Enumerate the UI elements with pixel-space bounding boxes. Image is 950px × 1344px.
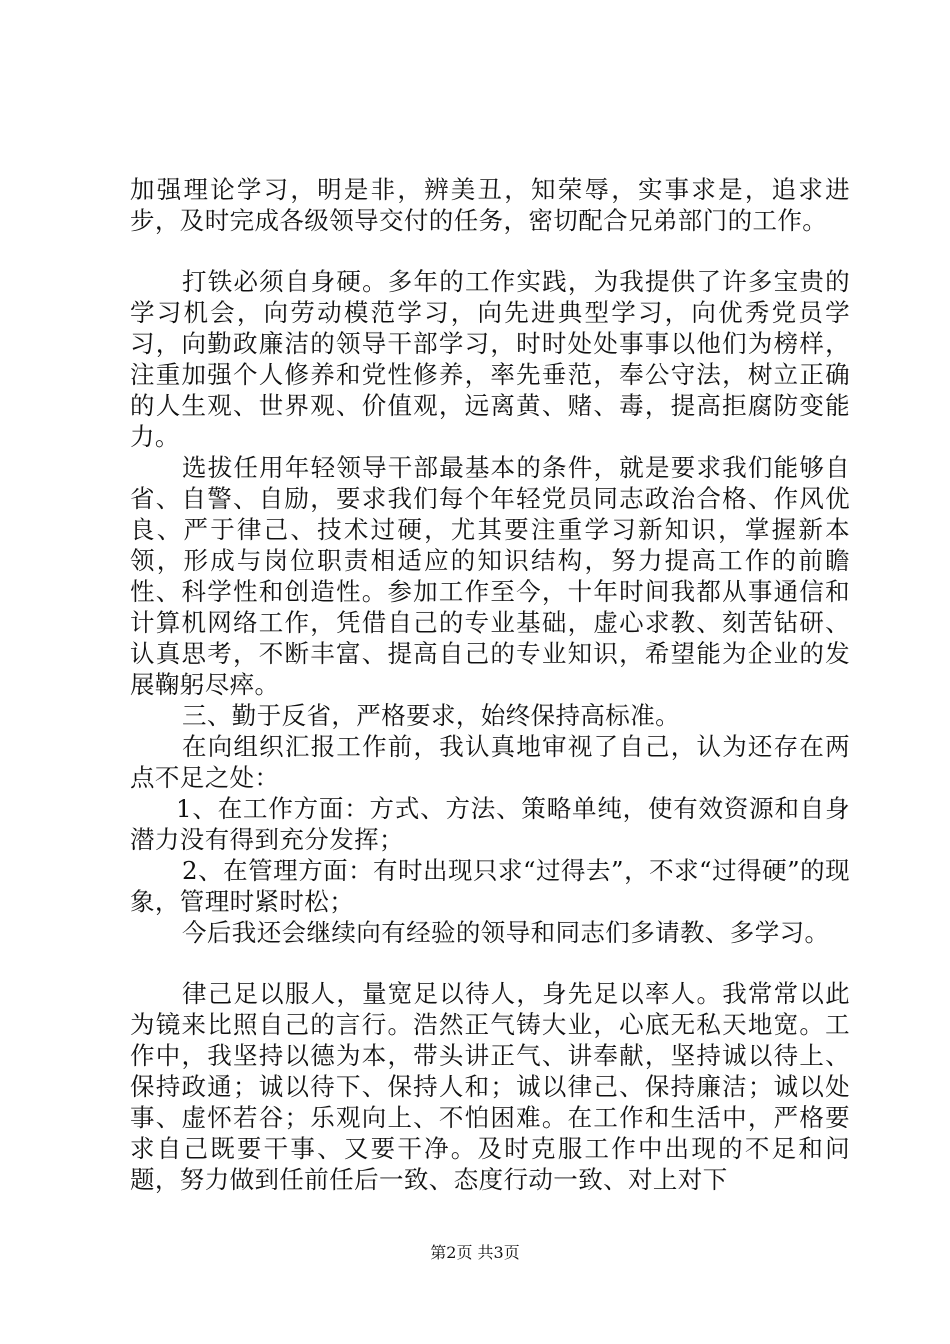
page-footer: 第2页 共3页	[430, 1243, 520, 1262]
paragraph-4: 在向组织汇报工作前，我认真地审视了自己，认为还存在两点不足之处：	[130, 732, 850, 792]
paragraph-6: 律己足以服人，量宽足以待人，身先足以率人。我常常以此为镜来比照自己的言行。浩然正气铸大业，心底无私天地宽。工作中，我坚持以德为本，带头讲正气、讲奉献，坚持诚以待上、保持政通；诚以待下、保持人和；诚以律己、保持廉洁；诚以处事、虚怀若谷；乐观向上、不怕困难。在工作和生活中，严格要求自己既要干事、又要干净。及时克服工作中出现的不足和问题，努力做到任前任后一致、态度行动一致、对上对下	[130, 979, 850, 1194]
document-body	[130, 174, 850, 1195]
list-item-2: 2、在管理方面：有时出现只求“过得去”，不求“过得硬”的现象，管理时紧时松；	[130, 856, 850, 916]
paragraph-5: 今后我还会继续向有经验的领导和同志们多请教、多学习。	[182, 918, 830, 947]
paragraph-2: 打铁必须自身硬。多年的工作实践，为我提供了许多宝贵的学习机会，向劳动模范学习，向先进典型学习，向优秀党员学习，向勤政廉洁的领导干部学习，时时处处事事以他们为榜样，注重加强个人修养和党性修养，率先垂范，奉公守法，树立正确的人生观、世界观、价值观，远离黄、赌、毒，提高拒腐防变能力。	[130, 267, 850, 451]
paragraph-3: 选拔任用年轻领导干部最基本的条件，就是要求我们能够自省、自警、自励，要求我们每个年轻党员同志政治合格、作风优良、严于律己、技术过硬，尤其要注重学习新知识，掌握新本领，形成与岗位职责相适应的知识结构，努力提高工作的前瞻性、科学性和创造性。参加工作至今，十年时间我都从事通信和计算机网络工作，凭借自己的专业基础，虚心求教、刻苦钻研、认真思考，不断丰富、提高自己的专业知识，希望能为企业的发展鞠躬尽瘁。	[130, 453, 850, 699]
paragraph-1: 加强理论学习，明是非，辨美丑，知荣辱，实事求是，追求进步，及时完成各级领导交付的任务，密切配合兄弟部门的工作。	[130, 175, 850, 235]
section-heading: 三、勤于反省，严格要求，始终保持高标准。	[182, 701, 680, 730]
list-item-1: 1、在工作方面：方式、方法、策略单纯，使有效资源和自身潜力没有得到充分发挥；	[130, 794, 850, 854]
